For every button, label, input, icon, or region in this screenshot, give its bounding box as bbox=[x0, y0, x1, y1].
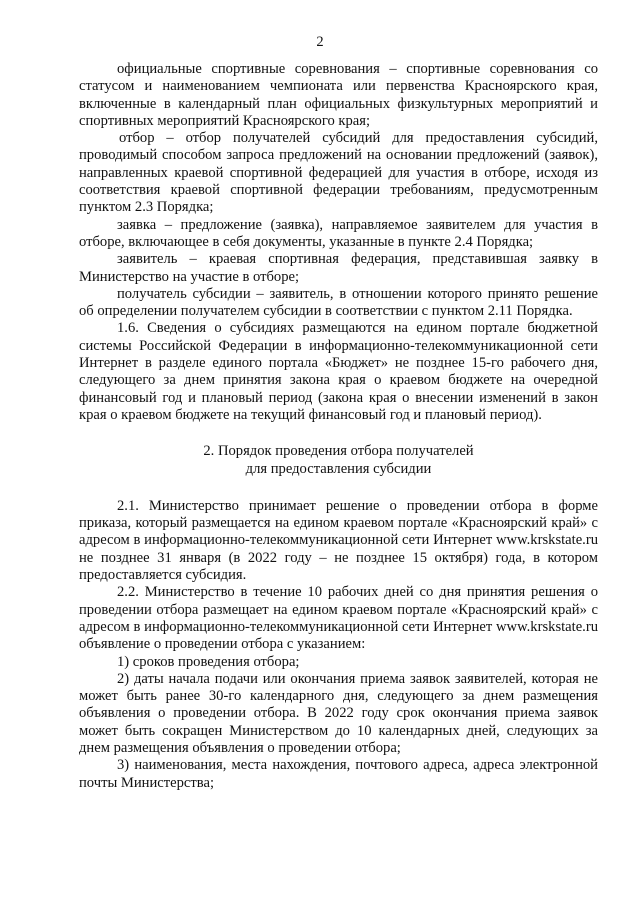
list-item-3: 3) наименования, места нахождения, почтового адреса, адреса электронной почты Министерства; bbox=[79, 757, 598, 791]
section-2-heading bbox=[79, 443, 598, 478]
clause-1-6: 1.6. Сведения о субсидиях размещаются на едином портале бюджетной системы Российской Федерации в информационно-телекоммуникационной сети Интернет в разделе единого портала «Бюджет» не позднее 15-го рабочего дня, следующего за днем принятия закона края о краевом бюджете на очередной финансовый год и плановый период (закона края о внесении изменений в закон края о краевом бюджете на текущий финансовый год и плановый период). bbox=[79, 320, 598, 423]
definition-applicant: заявитель – краевая спортивная федерация, представившая заявку в Министерство на участие в отборе; bbox=[79, 251, 598, 285]
page-number: 2 bbox=[316, 34, 324, 50]
document-body bbox=[79, 61, 598, 792]
clause-2-1: 2.1. Министерство принимает решение о проведении отбора в форме приказа, который размещается на едином краевом портале «Красноярский край» с адресом в информационно-телекоммуникационной сети Интернет www.krskstate.ru не позднее 31 января (в 2022 году – не позднее 15 октября) года, в котором предоставляется субсидия. bbox=[79, 497, 598, 584]
list-item-2: 2) даты начала подачи или окончания приема заявок заявителей, которая не может быть ранее 30-го календарного дня, следующего за днем размещения объявления о проведении отбора. В 2022 году срок окончания приема заявок может быть сокращен Министерством до 10 календарных дней, следующих за днем размещения объявления о проведении отбора; bbox=[79, 670, 598, 756]
clause-2-2: 2.2. Министерство в течение 10 рабочих дней со дня принятия решения о проведении отбора размещает на едином краевом портале «Красноярский край» с адресом в информационно-телекоммуникационной сети Интернет www.krskstate.ru объявление о проведении отбора с указанием: bbox=[79, 584, 598, 653]
section-heading-line-1: 2. Порядок проведения отбора получателей bbox=[203, 443, 474, 460]
definition-recipient: получатель субсидии – заявитель, в отношении которого принято решение об определении получателем субсидии в соответствии с пунктом 2.11 Порядка. bbox=[79, 285, 598, 320]
list-item-1: 1) сроков проведения отбора; bbox=[117, 653, 300, 670]
definition-selection: отбор – отбор получателей субсидий для предоставления субсидий, проводимый способом запроса предложений на основании предложений (заявок), направленных краевой спортивной федерацией для участия в отборе, исходя из соответствия краевой спортивной федерации требованиям, предусмотренным пунктом 2.3 Порядка; bbox=[79, 130, 598, 216]
section-heading-line-2: для предоставления субсидии bbox=[245, 460, 432, 477]
definition-application: заявка – предложение (заявка), направляемое заявителем для участия в отборе, включающее в себя документы, указанные в пункте 2.4 Порядка; bbox=[79, 216, 598, 250]
definition-official-competitions: официальные спортивные соревнования – спортивные соревнования со статусом и наименованием чемпионата или первенства Красноярского края, включенные в календарный план официальных физкультурных мероприятий и спортивных мероприятий Красноярского края; bbox=[79, 61, 598, 129]
